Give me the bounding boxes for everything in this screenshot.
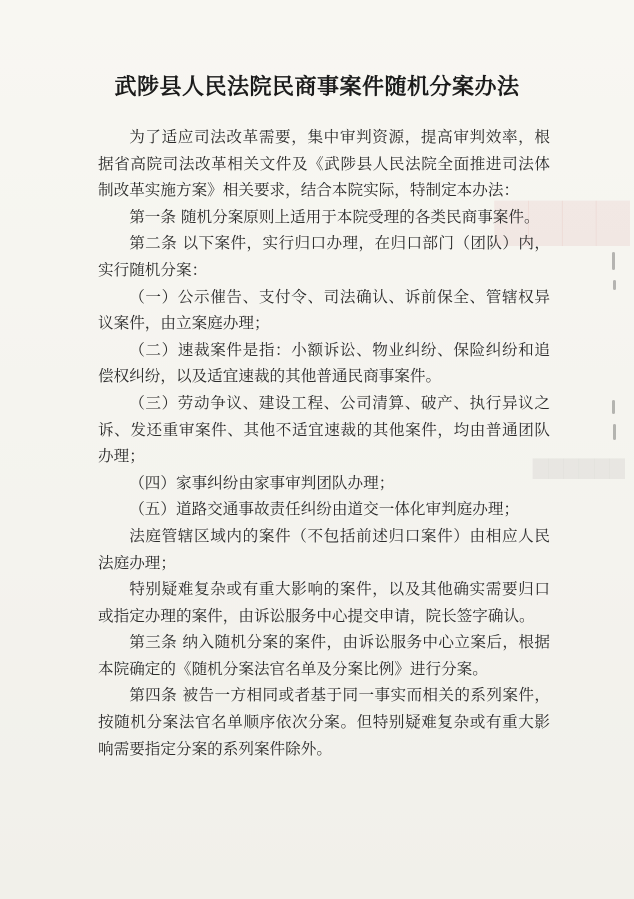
binding-mark [613, 280, 616, 290]
article-4: 第四条 被告一方相同或者基于同一事实而相关的系列案件，按随机分案法官名单顺序依次分案。但特别疑难复杂或有重大影响需要指定分案的系列案件除外。 [98, 686, 550, 758]
article-2-item-3: （三）劳动争议、建设工程、公司清算、破产、执行异议之诉、发还重审案件、其他不适宜速裁的其他案件，均由普通团队办理； [98, 393, 550, 466]
article-2-item-2: （二）速裁案件是指：小额诉讼、物业纠纷、保险纠纷和追偿权纠纷，以及适宜速裁的其他普通民商事案件。 [98, 340, 550, 386]
binding-mark [613, 424, 616, 440]
preamble-paragraph: 为了适应司法改革需要，集中审判资源，提高审判效率，根据省高院司法改革相关文件及《武陟县人民法院全面推进司法体制改革实施方案》相关要求，结合本院实际，特制定本办法： [98, 128, 550, 200]
binding-mark [612, 400, 615, 414]
reverse-side-bleed-through-text: ▇▇▇▇▇▇ [532, 455, 625, 479]
article-2-item-4: （四）家事纠纷由家事审判团队办理； [129, 473, 395, 492]
article-1: 第一条 随机分案原则上适用于本院受理的各类民商事案件。 [129, 207, 540, 226]
document-body [98, 124, 550, 762]
article-2-tribunal-clause: 法庭管辖区域内的案件（不包括前述归口案件）由相应人民法庭办理； [98, 526, 550, 572]
article-2-special-clause: 特别疑难复杂或有重大影响的案件，以及其他确实需要归口或指定办理的案件，由诉讼服务中心提交申请，院长签字确认。 [98, 580, 550, 625]
reverse-side-bleed-through: ▇▇▇▇ [494, 195, 630, 246]
binding-mark [612, 252, 615, 270]
document-title: 武陟县人民法院民商事案件随机分案办法 [114, 74, 520, 100]
article-3: 第三条 纳入随机分案的案件，由诉讼服务中心立案后，根据本院确定的《随机分案法官名单及分案比例》进行分案。 [98, 633, 550, 678]
article-2-item-1: （一）公示催告、支付令、司法确认、诉前保全、管辖权异议案件，由立案庭办理； [98, 287, 550, 333]
article-2: 第二条 以下案件，实行归口办理，在归口部门（团队）内，实行随机分案： [98, 234, 550, 279]
article-2-item-5: （五）道路交通事故责任纠纷由道交一体化审判庭办理； [129, 500, 520, 519]
